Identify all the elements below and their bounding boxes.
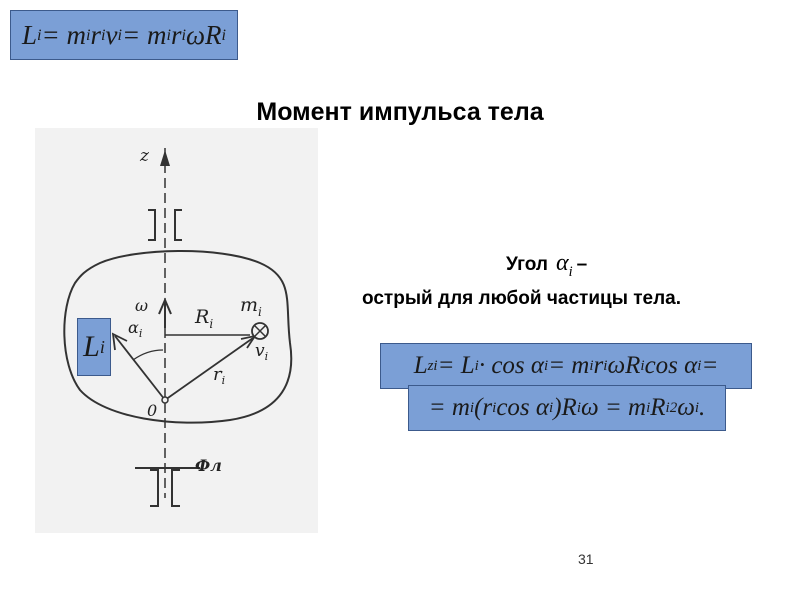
- label-r: $r_i$: [213, 364, 226, 387]
- page-number: 31: [578, 551, 594, 567]
- label-omega: ω: [135, 296, 149, 315]
- label-v: $v_i$: [255, 341, 269, 363]
- label-bearing: Фл: [195, 456, 222, 475]
- slide-title: Момент импульса тела: [256, 98, 544, 126]
- angle-caption-dash: –: [576, 254, 588, 275]
- formula-Lz-line1: L zi = L i · cos α i = m i r i ωR i cos α i =: [380, 343, 752, 389]
- label-R: $R_i$: [195, 306, 214, 331]
- label-origin: 0: [147, 401, 158, 420]
- formula-angular-momentum-particle: L i = m i r i v i = m i r i ωR i: [10, 10, 238, 60]
- label-z: z: [140, 146, 149, 166]
- label-alpha: $\alpha_i$: [128, 318, 143, 340]
- angle-symbol: $\alpha_i$: [555, 250, 573, 280]
- angle-caption-prefix: Угол: [506, 254, 548, 275]
- formula-Lz-line2: = m i (r i cos α i )R i ω = m i R i 2 ω i .: [408, 385, 726, 431]
- label-m: $m_i$: [240, 294, 262, 319]
- formula-Li-label: L i: [77, 318, 111, 376]
- angle-caption: [506, 250, 587, 281]
- origin-point: [162, 397, 168, 403]
- angle-caption-line2: острый для любой частицы тела.: [362, 288, 681, 309]
